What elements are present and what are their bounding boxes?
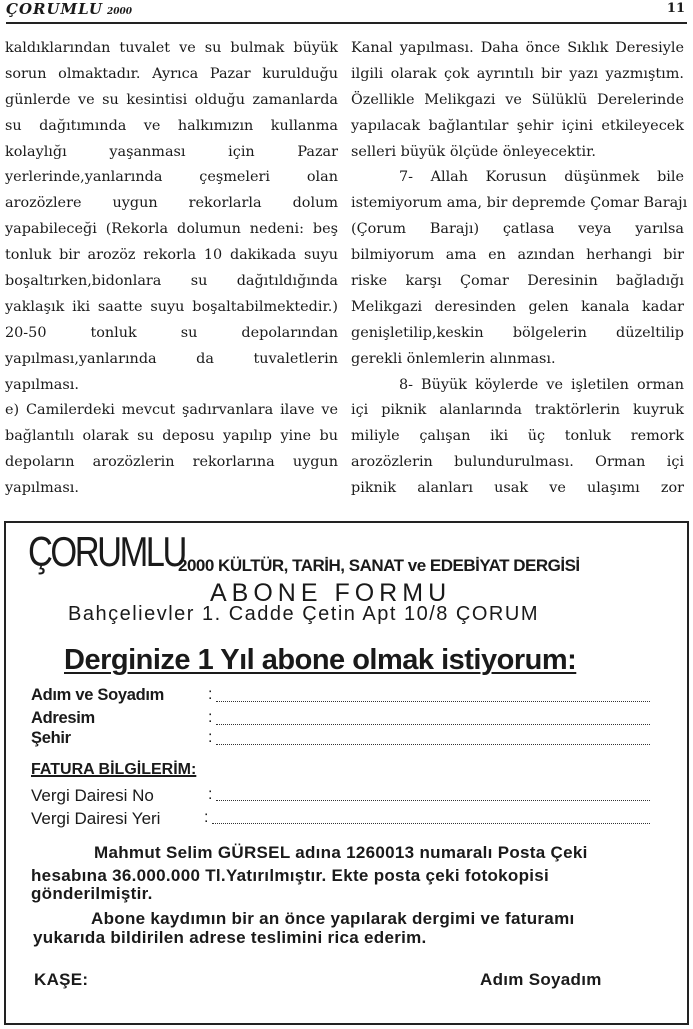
text-line: riske karşı Çomar Deresinin bağladığı — [351, 273, 684, 290]
tax-office-field[interactable] — [216, 785, 650, 801]
text-line: ilgili olarak çok ayrıntılı bir yazı yazmıştım. — [351, 65, 684, 82]
text-line: istemiyorum ama, bir depremde Çomar Barajı — [351, 195, 688, 212]
text-line: yapılması. — [5, 480, 79, 497]
subscription-headline: Derginize 1 Yıl abone olmak istiyorum: — [64, 644, 577, 676]
text-line: tonluk bir arozöz rekorla 10 dakikada suyu — [5, 247, 338, 264]
text-line: gerekli önlemlerin alınması. — [351, 350, 556, 367]
text-line: arozözlere uygun rekorlarla dolum — [5, 195, 338, 212]
text-line: 20-50 tonluk su depolarından — [5, 324, 338, 341]
address-colon: : — [208, 709, 213, 726]
left-text-column — [5, 36, 338, 502]
billing-heading: FATURA BİLGİLERİM: — [31, 761, 197, 778]
text-line: Melikgazi deresinden gelen kanala kadar — [351, 298, 684, 315]
form-title: ABONE FORMU — [210, 579, 452, 607]
text-line: 7- Allah Korusun düşünmek bile — [399, 169, 684, 186]
text-line: piknik alanları usak ve ulaşımı zor — [351, 480, 684, 497]
city-field[interactable] — [216, 729, 650, 745]
request-text: Abone kaydımın bir an önce yapılarak dergimi ve faturamı — [91, 909, 575, 928]
name-label: Adım ve Soyadım — [31, 686, 165, 704]
tax-place-field[interactable] — [212, 808, 650, 824]
text-line: su dağıtımında ve halkımızın kullanma — [5, 117, 338, 134]
tax-office-colon: : — [208, 786, 213, 803]
request-text: yukarıda bildirilen adrese teslimini rica ederim. — [33, 928, 427, 947]
text-line: günlerde ve su kesintisi olduğu zamanlarda — [5, 91, 338, 108]
payment-text: gönderilmiştir. — [31, 884, 153, 903]
text-line: yaklaşık iki saatte suyu boşaltabilmektedir.) — [5, 298, 338, 315]
text-line: bilmiyorum ama en azından herhangi bir — [351, 247, 684, 264]
address-field[interactable] — [216, 709, 650, 725]
text-line: Özellikle Melikgazi ve Sülüklü Derelerinde — [351, 91, 684, 108]
text-line: kaldıklarından tuvalet ve su bulmak büyük — [5, 40, 338, 56]
text-line: yapabileceği (Rekorla dolumun nedeni: beş — [5, 221, 338, 238]
signature-label: Adım Soyadım — [480, 970, 602, 989]
text-line: Kanal yapılması. Daha önce Sıklık Deresiyle — [351, 40, 684, 56]
text-line: sorun olmaktadır. Ayrıca Pazar kurulduğu — [5, 65, 338, 82]
name-colon: : — [208, 686, 213, 703]
text-line: yapılması. — [5, 376, 79, 393]
page-number: 11 — [666, 1, 685, 16]
text-line: (Çorum Barajı) çatlasa veya yarılsa — [351, 221, 684, 238]
text-line: 8- Büyük köylerde ve işletilen orman — [399, 376, 684, 393]
text-line: yapılması,yanlarında da tuvaletlerin — [5, 350, 338, 367]
city-label: Şehir — [31, 729, 71, 747]
text-line: yapılacak bağlantılar şehir içini etkileyecek — [351, 117, 684, 134]
text-line: bağlantılı olarak su deposu yapılıp yine bu — [5, 428, 338, 445]
tax-office-label: Vergi Dairesi No — [31, 786, 154, 805]
payment-text: hesabına 36.000.000 Tl.Yatırılmıştır. Ekte posta çeki fotokopisi — [31, 866, 550, 885]
text-line: selleri büyük ölçüde önleyecektir. — [351, 143, 596, 160]
stamp-label: KAŞE: — [34, 970, 89, 989]
magazine-logo: ÇORUMLU 2000 — [6, 0, 133, 18]
right-text-column — [351, 36, 688, 502]
magazine-name: 2000 KÜLTÜR, TARİH, SANAT ve EDEBİYAT DERGİSİ — [178, 556, 580, 575]
subscription-form — [4, 521, 689, 1025]
text-line: içi piknik alanlarında traktörlerin kuyruk — [351, 402, 684, 419]
text-line: arozözlerin bulundurulması. Orman içi — [351, 454, 684, 471]
tax-place-colon: : — [204, 809, 209, 826]
text-line: miliyle çalışan iki üç tonluk remork — [351, 428, 684, 445]
name-field[interactable] — [216, 686, 650, 702]
city-colon: : — [208, 729, 213, 746]
tax-place-label: Vergi Dairesi Yeri — [31, 809, 161, 828]
text-line: genişletilip,keskin bölgelerin düzeltilip — [351, 324, 684, 341]
text-line: depoların arozözlerin rekorlarına uygun — [5, 454, 338, 471]
text-line: kolaylığı yaşanması için Pazar — [5, 143, 338, 160]
address-label: Adresim — [31, 709, 95, 727]
text-line: yerlerinde,yanlarında çeşmeleri olan — [5, 169, 338, 186]
publisher-address: Bahçelievler 1. Cadde Çetin Apt 10/8 ÇORUM — [68, 603, 539, 625]
page-header — [6, 0, 687, 24]
text-line: e) Camilerdeki mevcut şadırvanlara ilave ve — [5, 402, 338, 419]
text-line: boşaltırken,bidonlara su dağıtıldığında — [5, 273, 338, 290]
form-brand: ÇORUMLU — [28, 528, 185, 575]
payment-text: Mahmut Selim GÜRSEL adına 1260013 numaralı Posta Çeki — [94, 843, 588, 862]
